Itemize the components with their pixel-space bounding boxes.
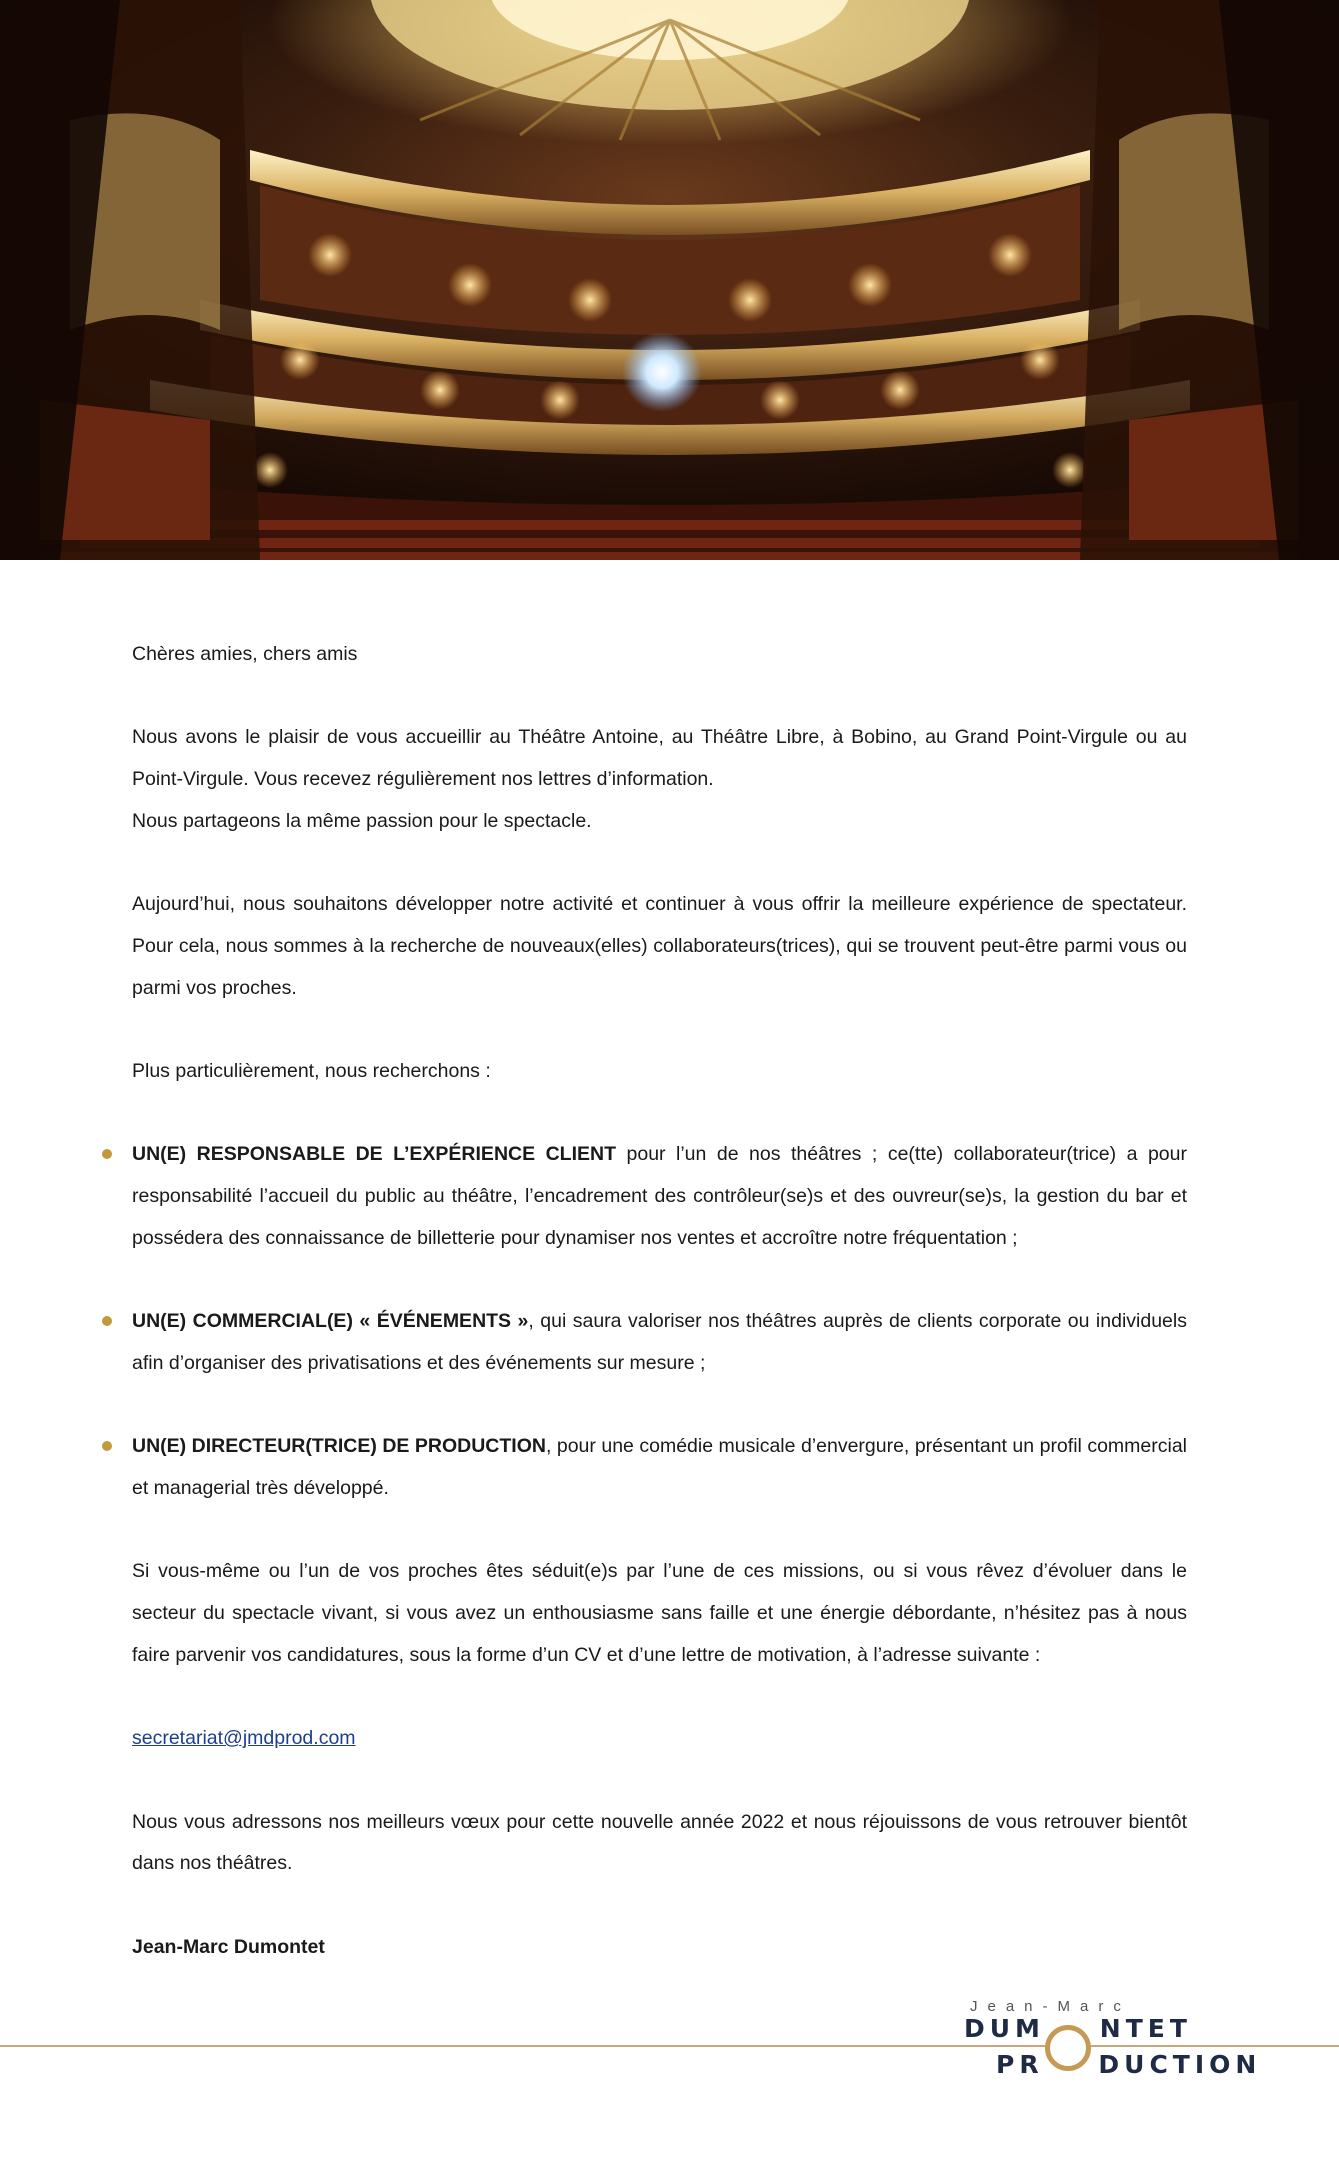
bullet-dot-icon [102, 1441, 112, 1451]
hero-theatre-image [0, 0, 1339, 560]
bullet-dot-icon [102, 1149, 112, 1159]
position-title: UN(E) DIRECTEUR(TRICE) DE PRODUCTION [132, 1435, 546, 1458]
position-description: , qui saura valoriser nos théâtres auprès de clients corporate ou individuels afin d’organiser des privatisations et des événements sur mesure ; [132, 1310, 1187, 1374]
jmd-production-logo [960, 1998, 1260, 2098]
position-item-production-director [132, 1426, 1187, 1509]
intro-line-1: Nous avons le plaisir de vous accueillir au Théâtre Antoine, au Théâtre Libre, à Bobino, au Grand Point-Virgule ou au Point-Virgule. Vous recevez régulièrement nos lettres d’information. [132, 726, 1187, 791]
signature: Jean-Marc Dumontet [132, 1935, 325, 1958]
position-description: , pour une comédie musicale d’envergure, présentant un profil commercial et managerial très développé. [132, 1435, 1188, 1499]
logo-row-1: DUM NTET [964, 2014, 1192, 2043]
position-item-customer-experience [132, 1134, 1187, 1259]
email-paragraph [132, 1718, 1187, 1760]
intro-line-2: Nous partageons la même passion pour le spectacle. [132, 809, 592, 832]
apply-paragraph: Si vous-même ou l’un de vos proches êtes séduit(e)s par l’une de ces missions, ou si vous rêvez d’évoluer dans le secteur du spectacle vivant, si vous avez un enthousiasme sans faille et une énergie débordante, n’hésitez pas à nous faire parvenir vos candidatures, sous la forme d’un CV et d’une lettre de motivation, à l’adresse suivante : [132, 1560, 1187, 1666]
position-title: UN(E) COMMERCIAL(E) « ÉVÉNEMENTS » [132, 1310, 529, 1333]
theatre-illustration [0, 0, 1339, 560]
looking-paragraph: Plus particulièrement, nous recherchons : [132, 1059, 491, 1082]
position-title: UN(E) RESPONSABLE DE L’EXPÉRIENCE CLIENT [132, 1143, 617, 1166]
position-description: pour l’un de nos théâtres ; ce(tte) collaborateur(trice) a pour responsabilité l’accueil du public au théâtre, l’encadrement des contrôleur(se)s et des ouvreur(se)s, la gestion du bar et possédera des connaissance de billetterie pour dynamiser nos ventes et accroître notre fréquentation ; [132, 1143, 1187, 1249]
greeting: Chères amies, chers amis [132, 643, 358, 665]
email-link[interactable]: secretariat@jmdprod.com [132, 1727, 356, 1750]
logo-row-2: PR DUCTION [996, 2050, 1262, 2079]
letter-body [132, 634, 1187, 1968]
logo-script-text: Jean-Marc [970, 1998, 1131, 2015]
position-item-events-sales [132, 1301, 1187, 1384]
intro-paragraph [132, 717, 1187, 842]
positions-list [132, 1134, 1187, 1509]
today-paragraph: Aujourd’hui, nous souhaitons développer notre activité et continuer à vous offrir la meilleure expérience de spectateur. Pour cela, nous sommes à la recherche de nouveaux(elles) collaborateurs(trices), qui se trouvent peut-être parmi vous ou parmi vos proches. [132, 893, 1187, 999]
bullet-dot-icon [102, 1316, 112, 1326]
wishes-paragraph: Nous vous adressons nos meilleurs vœux pour cette nouvelle année 2022 et nous réjouissons de vous retrouver bientôt dans nos théâtres. [132, 1810, 1187, 1875]
